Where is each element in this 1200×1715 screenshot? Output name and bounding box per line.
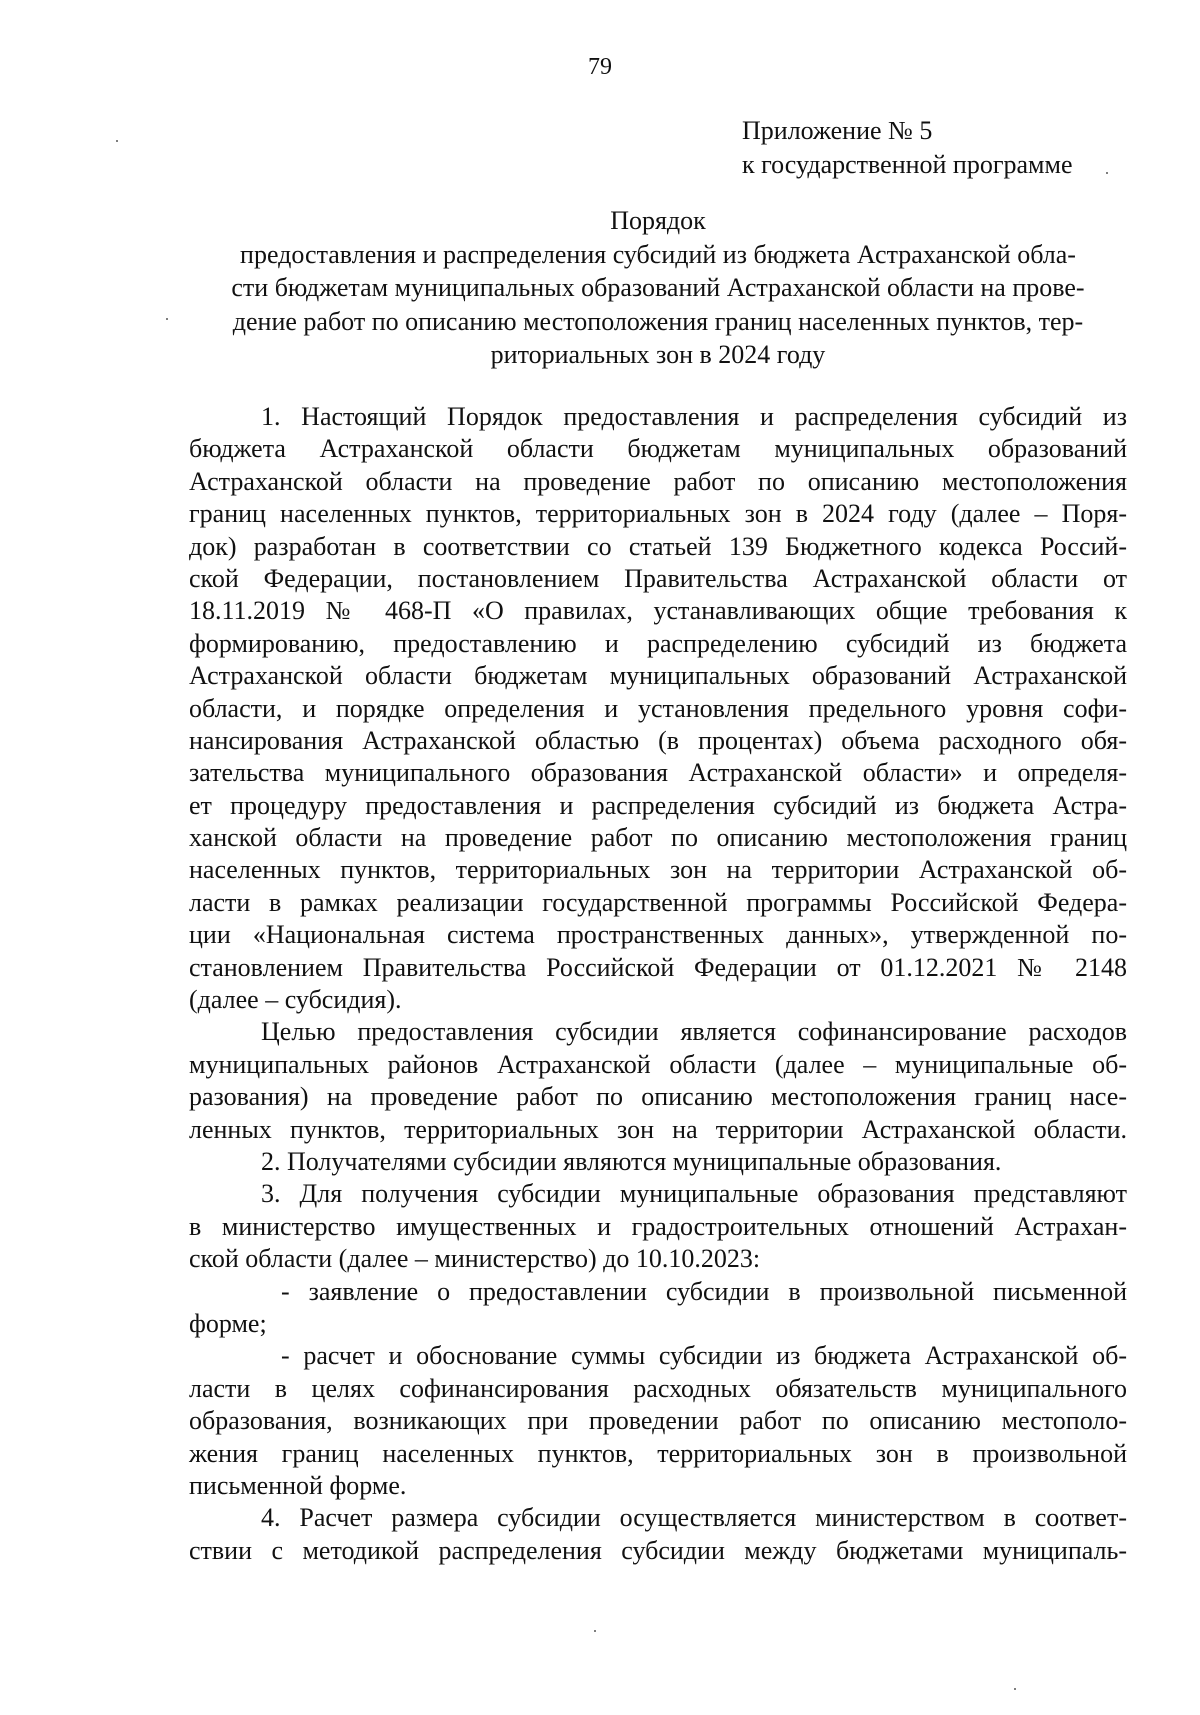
- paragraph-line: становлением Правительства Российской Федерации от 01.12.2021 № 2148: [189, 952, 1127, 982]
- scan-speck: [594, 1630, 596, 1632]
- heading-line: предоставления и распределения субсидий из бюджета Астраханской обла-: [240, 239, 1076, 269]
- paragraph-line: - расчет и обоснование суммы субсидии из бюджета Астраханской об-: [281, 1341, 1127, 1371]
- paragraph-line: ции «Национальная система пространственных данных», утвержденной по-: [189, 920, 1127, 950]
- paragraph-line: области, и порядке определения и установления предельного уровня софи-: [189, 693, 1127, 723]
- paragraph-line: Целью предоставления субсидии является софинансирование расходов: [261, 1017, 1127, 1047]
- appendix-number: Приложение № 5: [742, 116, 933, 145]
- paragraph-line: в министерство имущественных и градостроительных отношений Астрахан-: [189, 1211, 1127, 1241]
- paragraph-line: бюджета Астраханской области бюджетам муниципальных образований: [189, 434, 1127, 464]
- paragraph-line: ской Федерации, постановлением Правительства Астраханской области от: [189, 563, 1127, 593]
- appendix-block: [742, 114, 1162, 182]
- paragraph-line: Астраханской области бюджетам муниципальных образований Астраханской: [189, 661, 1127, 691]
- paragraph-line: границ населенных пунктов, территориальных зон в 2024 году (далее – Поря-: [189, 499, 1127, 529]
- paragraph-line: ленных пунктов, территориальных зон на территории Астраханской области.: [189, 1114, 1127, 1144]
- heading-line: риториальных зон в 2024 году: [490, 340, 826, 370]
- paragraph-line: ласти в рамках реализации государственной программы Российской Федера-: [189, 887, 1127, 917]
- paragraph-line: 1. Настоящий Порядок предоставления и распределения субсидий из: [261, 402, 1127, 431]
- paragraph-line: ствии с методикой распределения субсидии между бюджетами муниципаль-: [189, 1535, 1127, 1565]
- document-body: [189, 401, 1127, 1567]
- scan-speck: [1014, 1688, 1016, 1690]
- scan-speck: [116, 140, 118, 142]
- paragraph-line: док) разработан в соответствии со статьей 139 Бюджетного кодекса Россий-: [189, 531, 1127, 561]
- paragraph-line: 2. Получателями субсидии являются муниципальные образования.: [261, 1146, 1002, 1176]
- paragraph-line: 3. Для получения субсидии муниципальные образования представляют: [261, 1179, 1127, 1209]
- paragraph-line: разования) на проведение работ по описанию местоположения границ насе-: [189, 1082, 1127, 1112]
- page-number: 79: [588, 54, 612, 80]
- paragraph-line: ской области (далее – министерство) до 10.10.2023:: [189, 1244, 761, 1274]
- heading-line: сти бюджетам муниципальных образований Астраханской области на прове-: [231, 273, 1085, 303]
- paragraph-line: письменной форме.: [189, 1470, 407, 1500]
- paragraph-line: ласти в целях софинансирования расходных обязательств муниципального: [189, 1373, 1127, 1403]
- paragraph-line: населенных пунктов, территориальных зон на территории Астраханской об-: [189, 855, 1127, 885]
- paragraph-line: (далее – субсидия).: [189, 985, 402, 1015]
- paragraph-line: образования, возникающих при проведении работ по описанию местополо-: [189, 1406, 1127, 1436]
- paragraph-line: ет процедуру предоставления и распределения субсидий из бюджета Астра-: [189, 790, 1127, 820]
- scan-speck: [166, 318, 168, 320]
- document-heading: [189, 204, 1127, 372]
- paragraph-line: зательства муниципального образования Астраханской области» и определя-: [189, 758, 1127, 788]
- paragraph-line: жения границ населенных пунктов, территориальных зон в произвольной: [189, 1438, 1127, 1468]
- paragraph-line: муниципальных районов Астраханской области (далее – муниципальные об-: [189, 1049, 1127, 1079]
- paragraph-line: - заявление о предоставлении субсидии в произвольной письменной: [281, 1276, 1127, 1306]
- appendix-program: к государственной программе: [742, 150, 1073, 179]
- heading-line: дение работ по описанию местоположения границ населенных пунктов, тер-: [232, 306, 1084, 336]
- paragraph-line: форме;: [189, 1308, 267, 1338]
- paragraph-line: 18.11.2019 № 468-П «О правилах, устанавливающих общие требования к: [189, 596, 1127, 626]
- paragraph-line: формированию, предоставлению и распределению субсидий из бюджета: [189, 628, 1127, 658]
- paragraph-line: нансирования Астраханской областью (в процентах) объема расходного обя-: [189, 725, 1127, 755]
- scan-speck: [1106, 172, 1108, 174]
- paragraph-line: 4. Расчет размера субсидии осуществляется министерством в соответ-: [261, 1503, 1127, 1533]
- paragraph-line: Астраханской области на проведение работ по описанию местоположения: [189, 466, 1127, 496]
- paragraph-line: ханской области на проведение работ по описанию местоположения границ: [189, 823, 1127, 853]
- heading-title: Порядок: [610, 206, 706, 235]
